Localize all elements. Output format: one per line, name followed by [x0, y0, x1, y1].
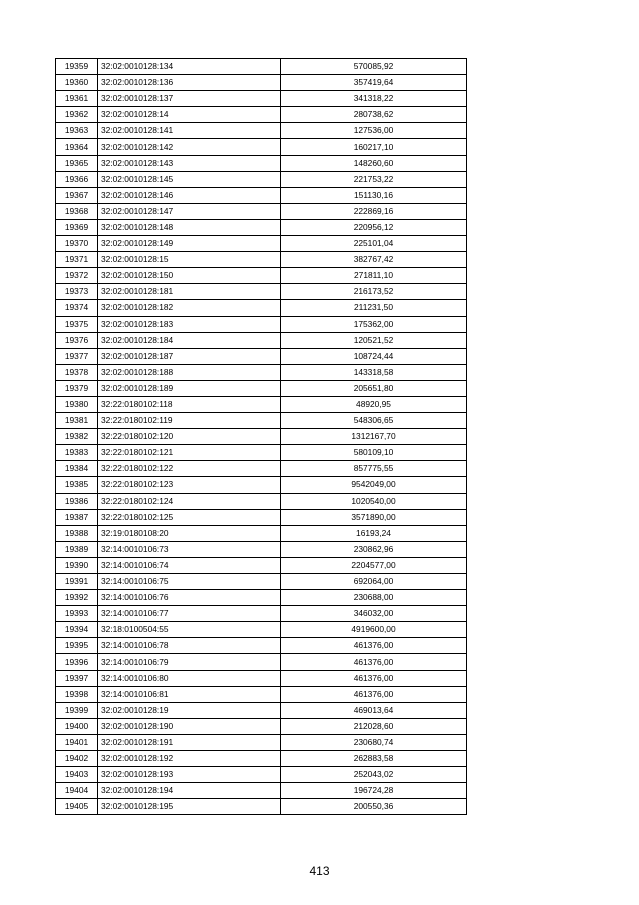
cadastral-value-cell: 127536,00 [281, 123, 467, 139]
table-row [56, 734, 467, 750]
cadastral-value-cell: 1312167,70 [281, 429, 467, 445]
cadastral-value-cell: 120521,52 [281, 332, 467, 348]
row-number-cell: 19386 [56, 493, 98, 509]
cadastral-value-cell: 1020540,00 [281, 493, 467, 509]
table-row [56, 799, 467, 815]
cadastral-number-cell: 32:02:0010128:187 [98, 348, 281, 364]
table-row [56, 702, 467, 718]
cadastral-value-cell: 230688,00 [281, 590, 467, 606]
cadastral-value-cell: 570085,92 [281, 59, 467, 75]
cadastral-value-cell: 271811,10 [281, 268, 467, 284]
cadastral-number-cell: 32:02:0010128:195 [98, 799, 281, 815]
table-row [56, 75, 467, 91]
row-number-cell: 19381 [56, 413, 98, 429]
cadastral-number-cell: 32:14:0010106:78 [98, 638, 281, 654]
cadastral-number-cell: 32:22:0180102:118 [98, 396, 281, 412]
row-number-cell: 19391 [56, 574, 98, 590]
row-number-cell: 19376 [56, 332, 98, 348]
cadastral-number-cell: 32:02:0010128:136 [98, 75, 281, 91]
row-number-cell: 19393 [56, 606, 98, 622]
row-number-cell: 19383 [56, 445, 98, 461]
row-number-cell: 19359 [56, 59, 98, 75]
table-row [56, 171, 467, 187]
cadastral-value-cell: 222869,16 [281, 203, 467, 219]
cadastral-value-cell: 160217,10 [281, 139, 467, 155]
cadastral-number-cell: 32:02:0010128:150 [98, 268, 281, 284]
table-row [56, 332, 467, 348]
row-number-cell: 19390 [56, 557, 98, 573]
cadastral-number-cell: 32:14:0010106:74 [98, 557, 281, 573]
cadastral-number-cell: 32:02:0010128:14 [98, 107, 281, 123]
row-number-cell: 19402 [56, 751, 98, 767]
row-number-cell: 19368 [56, 203, 98, 219]
table-row [56, 348, 467, 364]
cadastral-value-cell: 280738,62 [281, 107, 467, 123]
cadastral-value-cell: 2204577,00 [281, 557, 467, 573]
table-row [56, 445, 467, 461]
cadastral-number-cell: 32:02:0010128:15 [98, 252, 281, 268]
row-number-cell: 19378 [56, 364, 98, 380]
row-number-cell: 19403 [56, 767, 98, 783]
cadastral-number-cell: 32:14:0010106:81 [98, 686, 281, 702]
row-number-cell: 19387 [56, 509, 98, 525]
table-row [56, 783, 467, 799]
table-row [56, 107, 467, 123]
cadastral-value-cell: 175362,00 [281, 316, 467, 332]
cadastral-number-cell: 32:02:0010128:143 [98, 155, 281, 171]
table-row [56, 638, 467, 654]
row-number-cell: 19388 [56, 525, 98, 541]
row-number-cell: 19374 [56, 300, 98, 316]
cadastral-value-cell: 230862,96 [281, 541, 467, 557]
cadastral-value-cell: 212028,60 [281, 718, 467, 734]
row-number-cell: 19401 [56, 734, 98, 750]
row-number-cell: 19370 [56, 236, 98, 252]
table-row [56, 525, 467, 541]
row-number-cell: 19365 [56, 155, 98, 171]
row-number-cell: 19380 [56, 396, 98, 412]
table-row [56, 718, 467, 734]
row-number-cell: 19384 [56, 461, 98, 477]
cadastral-number-cell: 32:02:0010128:149 [98, 236, 281, 252]
cadastral-number-cell: 32:22:0180102:120 [98, 429, 281, 445]
table-row [56, 187, 467, 203]
cadastral-number-cell: 32:22:0180102:122 [98, 461, 281, 477]
row-number-cell: 19372 [56, 268, 98, 284]
cadastral-value-cell: 548306,65 [281, 413, 467, 429]
row-number-cell: 19392 [56, 590, 98, 606]
cadastral-number-cell: 32:18:0100504:55 [98, 622, 281, 638]
cadastral-value-cell: 469013,64 [281, 702, 467, 718]
table-row [56, 203, 467, 219]
cadastral-value-cell: 9542049,00 [281, 477, 467, 493]
cadastral-value-cell: 16193,24 [281, 525, 467, 541]
page-number: 413 [309, 864, 330, 878]
table-row [56, 91, 467, 107]
row-number-cell: 19399 [56, 702, 98, 718]
row-number-cell: 19396 [56, 654, 98, 670]
cadastral-number-cell: 32:02:0010128:189 [98, 380, 281, 396]
cadastral-value-cell: 857775,55 [281, 461, 467, 477]
cadastral-value-cell: 346032,00 [281, 606, 467, 622]
cadastral-number-cell: 32:14:0010106:75 [98, 574, 281, 590]
cadastral-number-cell: 32:02:0010128:147 [98, 203, 281, 219]
cadastral-number-cell: 32:14:0010106:79 [98, 654, 281, 670]
table-row [56, 413, 467, 429]
cadastral-number-cell: 32:14:0010106:77 [98, 606, 281, 622]
table-row [56, 252, 467, 268]
table-row [56, 606, 467, 622]
cadastral-number-cell: 32:02:0010128:183 [98, 316, 281, 332]
cadastral-number-cell: 32:02:0010128:190 [98, 718, 281, 734]
row-number-cell: 19373 [56, 284, 98, 300]
cadastral-value-cell: 230680,74 [281, 734, 467, 750]
table-row [56, 477, 467, 493]
cadastral-value-cell: 3571890,00 [281, 509, 467, 525]
cadastral-number-cell: 32:02:0010128:146 [98, 187, 281, 203]
table-row [56, 364, 467, 380]
table-body [56, 59, 467, 815]
cadastral-number-cell: 32:22:0180102:119 [98, 413, 281, 429]
cadastral-value-cell: 108724,44 [281, 348, 467, 364]
row-number-cell: 19375 [56, 316, 98, 332]
row-number-cell: 19369 [56, 219, 98, 235]
table-row [56, 509, 467, 525]
cadastral-value-cell: 341318,22 [281, 91, 467, 107]
row-number-cell: 19367 [56, 187, 98, 203]
cadastral-value-cell: 252043,02 [281, 767, 467, 783]
row-number-cell: 19385 [56, 477, 98, 493]
cadastral-value-cell: 461376,00 [281, 638, 467, 654]
cadastral-value-cell: 225101,04 [281, 236, 467, 252]
table-row [56, 590, 467, 606]
cadastral-number-cell: 32:02:0010128:148 [98, 219, 281, 235]
cadastral-number-cell: 32:22:0180102:123 [98, 477, 281, 493]
table-row [56, 541, 467, 557]
table-row [56, 300, 467, 316]
row-number-cell: 19394 [56, 622, 98, 638]
cadastral-number-cell: 32:19:0180108:20 [98, 525, 281, 541]
cadastral-number-cell: 32:02:0010128:141 [98, 123, 281, 139]
table-row [56, 654, 467, 670]
row-number-cell: 19366 [56, 171, 98, 187]
cadastral-value-cell: 221753,22 [281, 171, 467, 187]
row-number-cell: 19400 [56, 718, 98, 734]
cadastral-number-cell: 32:22:0180102:121 [98, 445, 281, 461]
row-number-cell: 19405 [56, 799, 98, 815]
cadastral-number-cell: 32:14:0010106:80 [98, 670, 281, 686]
cadastral-value-cell: 151130,16 [281, 187, 467, 203]
cadastral-value-cell: 692064,00 [281, 574, 467, 590]
cadastral-value-cell: 148260,60 [281, 155, 467, 171]
cadastral-number-cell: 32:02:0010128:191 [98, 734, 281, 750]
row-number-cell: 19363 [56, 123, 98, 139]
table-row [56, 396, 467, 412]
table-row [56, 316, 467, 332]
table-row [56, 236, 467, 252]
table-row [56, 155, 467, 171]
row-number-cell: 19361 [56, 91, 98, 107]
cadastral-value-cell: 216173,52 [281, 284, 467, 300]
cadastral-number-cell: 32:02:0010128:134 [98, 59, 281, 75]
cadastral-value-cell: 357419,64 [281, 75, 467, 91]
table-row [56, 284, 467, 300]
table-row [56, 670, 467, 686]
cadastral-value-cell: 200550,36 [281, 799, 467, 815]
cadastral-value-cell: 220956,12 [281, 219, 467, 235]
table-row [56, 557, 467, 573]
table-row [56, 622, 467, 638]
table-row [56, 686, 467, 702]
row-number-cell: 19364 [56, 139, 98, 155]
table-row [56, 429, 467, 445]
cadastral-value-table [55, 58, 467, 815]
cadastral-value-cell: 4919600,00 [281, 622, 467, 638]
table-row [56, 574, 467, 590]
cadastral-value-cell: 382767,42 [281, 252, 467, 268]
cadastral-value-cell: 143318,58 [281, 364, 467, 380]
table-row [56, 123, 467, 139]
cadastral-number-cell: 32:02:0010128:184 [98, 332, 281, 348]
cadastral-number-cell: 32:02:0010128:194 [98, 783, 281, 799]
table-row [56, 219, 467, 235]
table-row [56, 751, 467, 767]
cadastral-value-cell: 262883,58 [281, 751, 467, 767]
row-number-cell: 19360 [56, 75, 98, 91]
cadastral-value-cell: 461376,00 [281, 670, 467, 686]
table-row [56, 461, 467, 477]
cadastral-number-cell: 32:02:0010128:192 [98, 751, 281, 767]
cadastral-number-cell: 32:02:0010128:142 [98, 139, 281, 155]
cadastral-number-cell: 32:14:0010106:76 [98, 590, 281, 606]
row-number-cell: 19362 [56, 107, 98, 123]
cadastral-value-cell: 196724,28 [281, 783, 467, 799]
table-row [56, 767, 467, 783]
cadastral-number-cell: 32:02:0010128:137 [98, 91, 281, 107]
row-number-cell: 19377 [56, 348, 98, 364]
row-number-cell: 19395 [56, 638, 98, 654]
cadastral-number-cell: 32:02:0010128:188 [98, 364, 281, 380]
row-number-cell: 19404 [56, 783, 98, 799]
table-row [56, 380, 467, 396]
cadastral-value-cell: 461376,00 [281, 686, 467, 702]
cadastral-value-cell: 461376,00 [281, 654, 467, 670]
cadastral-number-cell: 32:02:0010128:19 [98, 702, 281, 718]
cadastral-number-cell: 32:22:0180102:124 [98, 493, 281, 509]
cadastral-number-cell: 32:02:0010128:193 [98, 767, 281, 783]
row-number-cell: 19398 [56, 686, 98, 702]
cadastral-value-cell: 48920,95 [281, 396, 467, 412]
cadastral-value-cell: 580109,10 [281, 445, 467, 461]
row-number-cell: 19371 [56, 252, 98, 268]
row-number-cell: 19379 [56, 380, 98, 396]
row-number-cell: 19389 [56, 541, 98, 557]
cadastral-number-cell: 32:02:0010128:182 [98, 300, 281, 316]
table-row [56, 139, 467, 155]
table-row [56, 268, 467, 284]
table-row [56, 493, 467, 509]
cadastral-number-cell: 32:02:0010128:145 [98, 171, 281, 187]
cadastral-number-cell: 32:02:0010128:181 [98, 284, 281, 300]
table-row [56, 59, 467, 75]
cadastral-value-cell: 211231,50 [281, 300, 467, 316]
cadastral-value-cell: 205651,80 [281, 380, 467, 396]
cadastral-number-cell: 32:22:0180102:125 [98, 509, 281, 525]
cadastral-number-cell: 32:14:0010106:73 [98, 541, 281, 557]
row-number-cell: 19382 [56, 429, 98, 445]
row-number-cell: 19397 [56, 670, 98, 686]
